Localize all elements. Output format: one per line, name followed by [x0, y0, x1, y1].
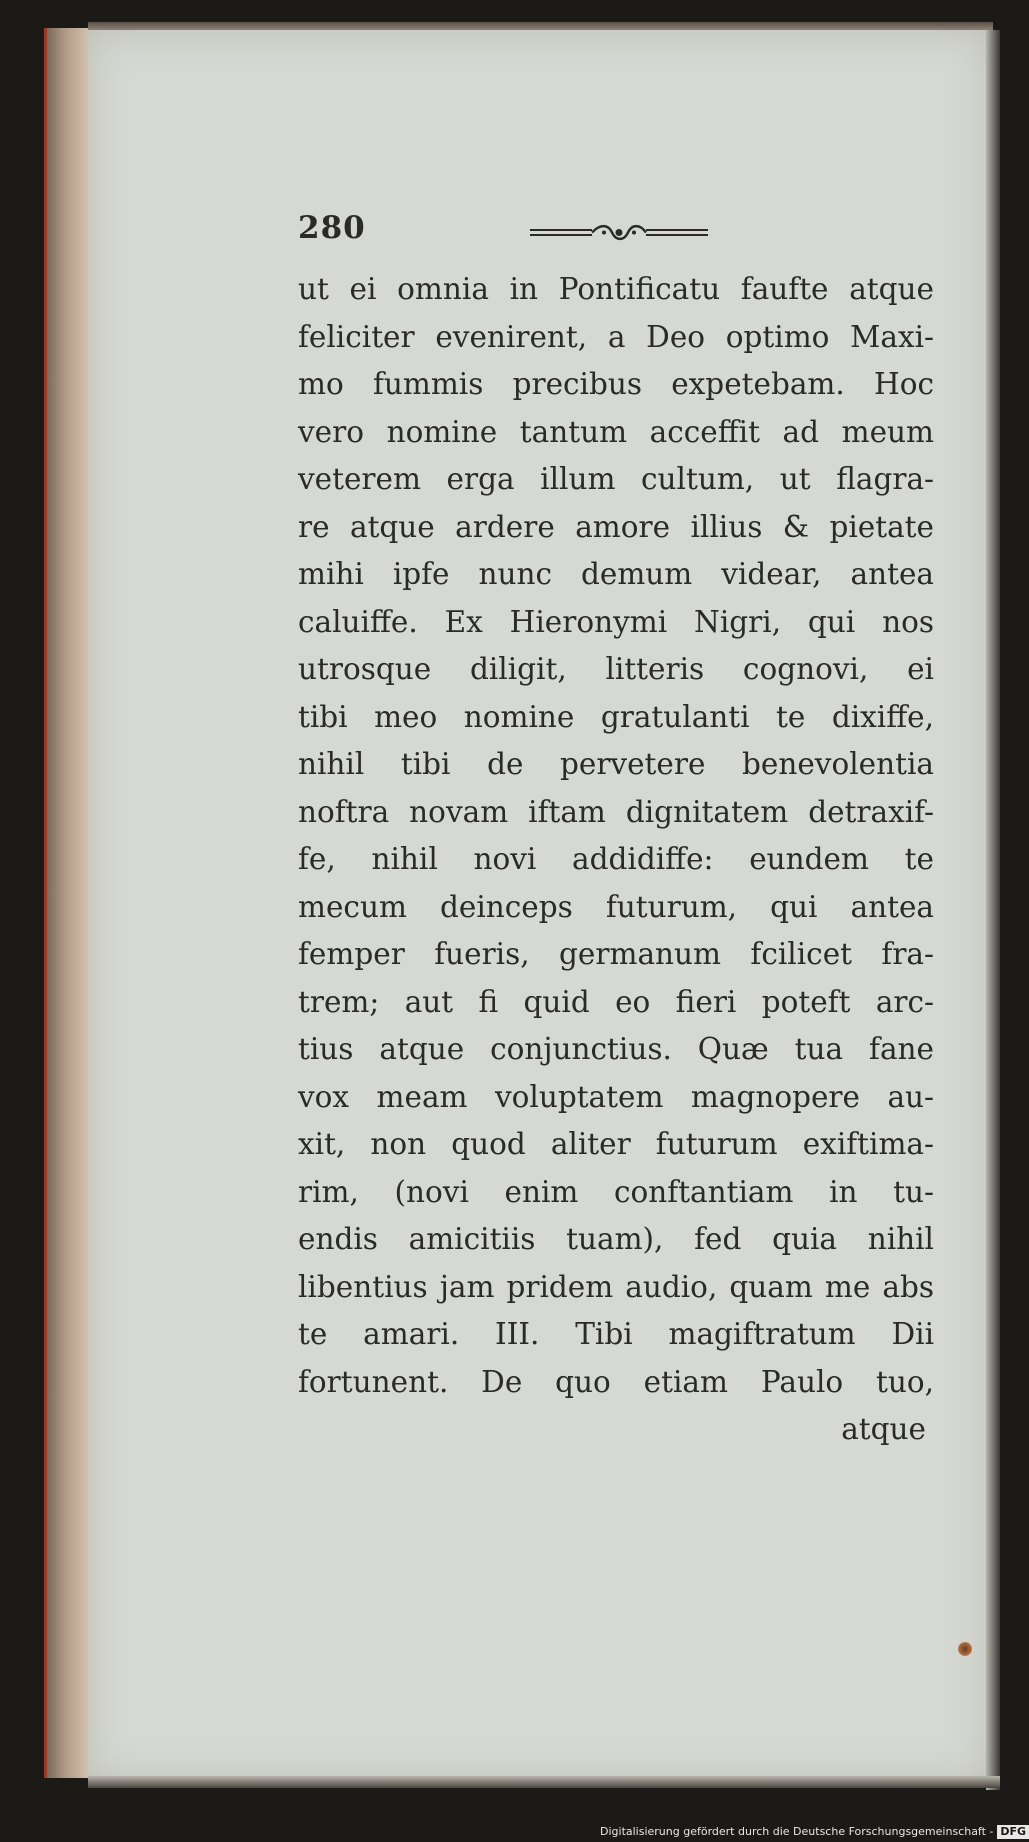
body-text: [298, 266, 934, 1406]
text-line: nihil tibi de pervetere benevolentia: [298, 747, 934, 781]
text-line: noftra novam iftam dignitatem detraxif-: [298, 794, 934, 829]
text-line: libentius jam pridem audio, quam me abs: [298, 1269, 934, 1304]
text-line: te amari. III. Tibi magiftratum Dii: [298, 1317, 934, 1351]
text-line: tibi meo nomine gratulanti te dixiffe,: [298, 699, 934, 734]
text-line: endis amicitiis tuam), fed quia nihil: [298, 1222, 934, 1256]
rule-ornament-icon: [530, 222, 708, 244]
text-line: tius atque conjunctius. Quæ tua fane: [298, 1032, 934, 1066]
page-edge-right: [986, 30, 1000, 1790]
text-line: mecum deinceps futurum, qui antea: [298, 889, 934, 924]
text-line: re atque ardere amore illius & pietate: [298, 509, 934, 544]
text-line: mo fummis precibus expetebam. Hoc: [298, 367, 934, 401]
text-line: vox meam voluptatem magnopere au-: [298, 1079, 934, 1114]
text-line: rim, (novi enim conftantiam in tu-: [298, 1174, 934, 1209]
page-edge-bottom: [88, 1776, 1000, 1788]
page-text-block: [298, 210, 934, 1454]
text-line: fe, nihil novi addidiffe: eundem te: [298, 842, 934, 876]
text-line: femper fueris, germanum fcilicet fra-: [298, 937, 934, 971]
paper-stain: [958, 1642, 972, 1656]
page-number: 280: [298, 210, 366, 246]
text-line: caluiffe. Ex Hieronymi Nigri, qui nos: [298, 604, 934, 639]
digitization-credit: [600, 1822, 1027, 1842]
text-line: feliciter evenirent, a Deo optimo Maxi-: [298, 319, 934, 354]
catchword: atque: [841, 1412, 926, 1446]
text-line: veterem erga illum cultum, ut flagra-: [298, 462, 934, 496]
text-line: fortunent. De quo etiam Paulo tuo,: [298, 1364, 934, 1399]
text-line: utrosque diligit, litteris cognovi, ei: [298, 652, 934, 686]
text-line: ut ei omnia in Pontificatu faufte atque: [298, 272, 934, 306]
credit-text: Digitalisierung gefördert durch die Deutsche Forschungsgemeinschaft -: [600, 1825, 994, 1838]
text-line: trem; aut fi quid eo fieri poteft arc-: [298, 984, 934, 1019]
text-line: xit, non quod aliter futurum exiftima-: [298, 1127, 934, 1161]
text-line: mihi ipfe nunc demum videar, antea: [298, 557, 934, 591]
text-line: vero nomine tantum acceffit ad meum: [298, 414, 934, 449]
page-header: [298, 210, 934, 266]
dfg-logo: DFG: [997, 1825, 1029, 1839]
